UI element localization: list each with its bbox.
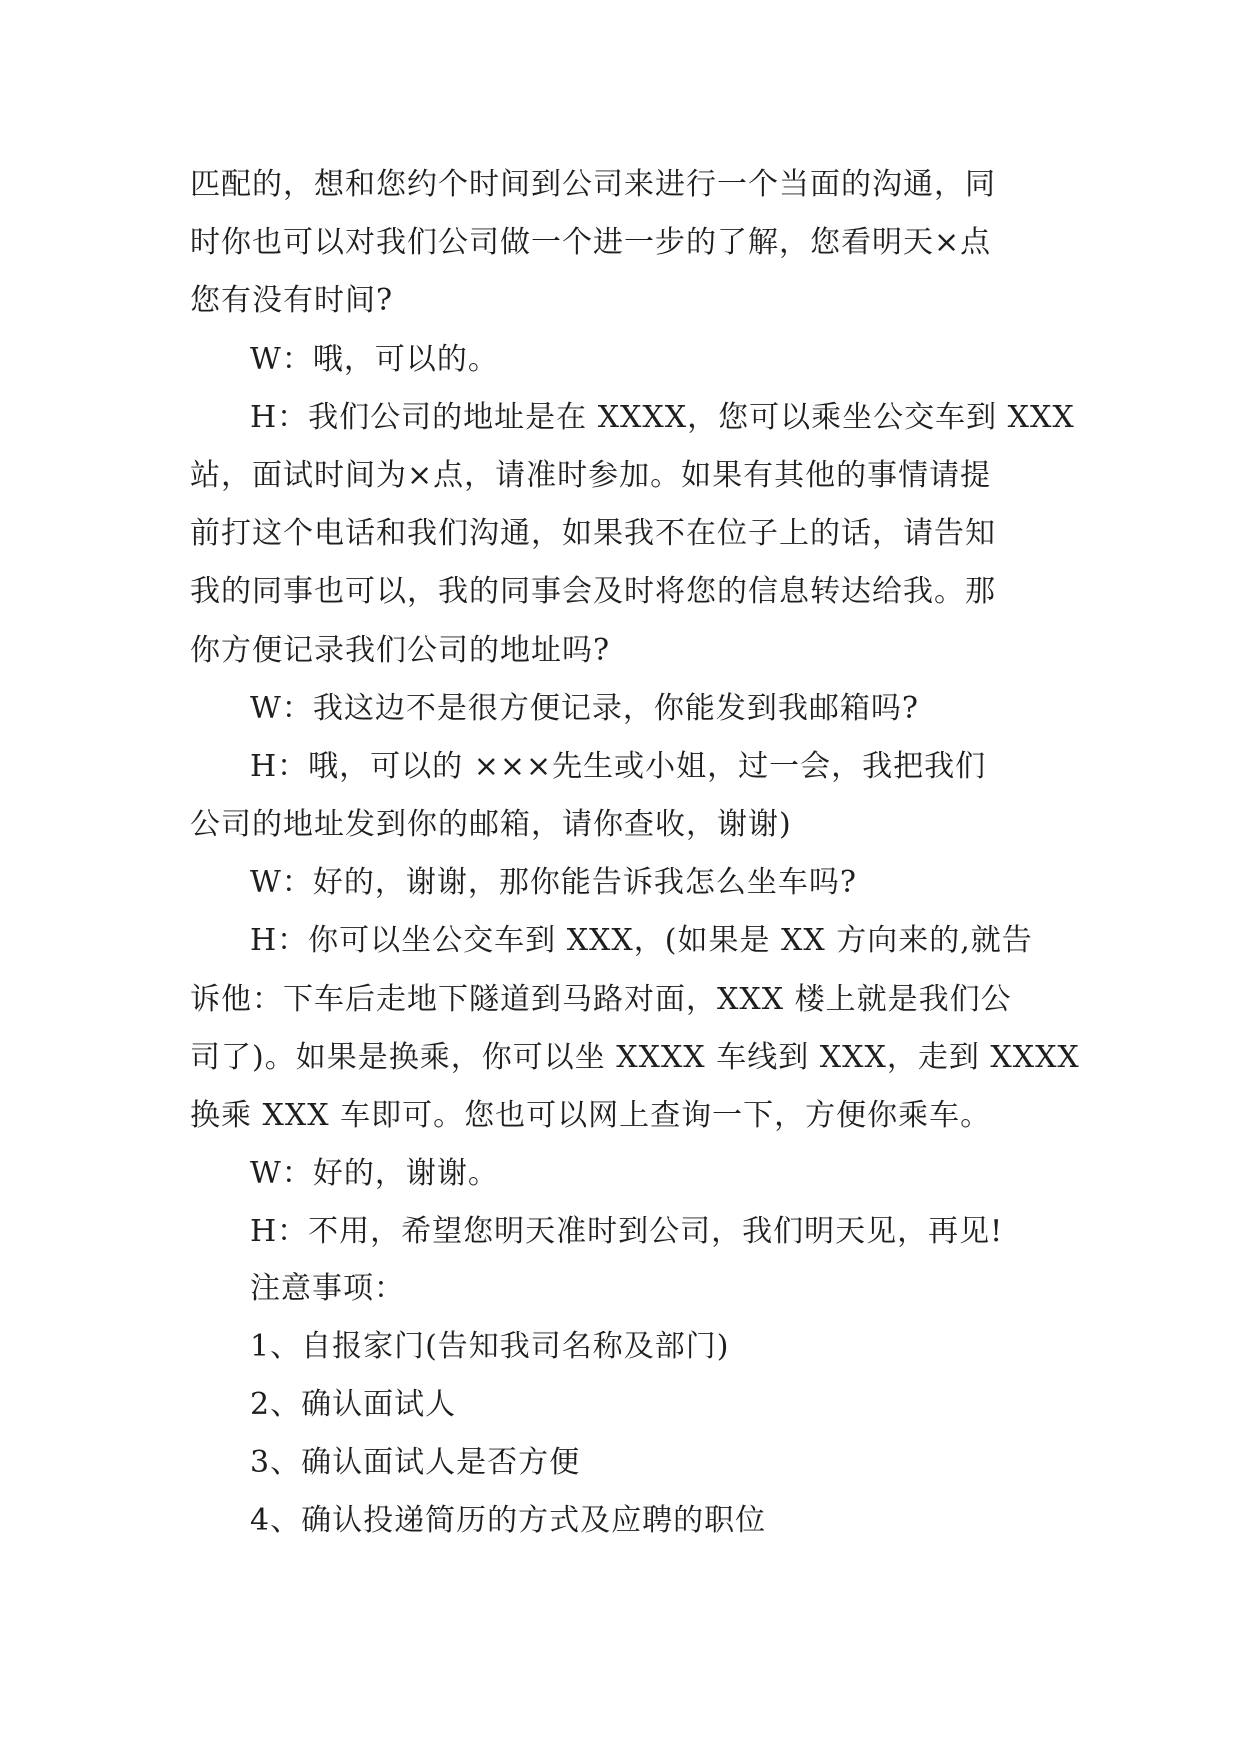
- document-body: [190, 156, 1080, 1551]
- body-line: 前打这个电话和我们沟通，如果我不在位子上的话，请告知: [190, 516, 996, 552]
- body-line: 您有没有时间?: [190, 283, 394, 319]
- notes-item: 4、确认投递简历的方式及应聘的职位: [250, 1503, 767, 1539]
- body-line: 你方便记录我们公司的地址吗?: [190, 632, 611, 668]
- dialogue-line-w: W：我这边不是很方便记录，你能发到我邮箱吗?: [250, 690, 919, 726]
- body-line: 公司的地址发到你的邮箱，请你查收，谢谢): [190, 807, 792, 843]
- dialogue-line-h: H：不用，希望您明天准时到公司，我们明天见，再见!: [250, 1214, 1004, 1250]
- body-line: 站，面试时间为×点，请准时参加。如果有其他的事情请提: [190, 457, 992, 493]
- notes-item: 1、自报家门(告知我司名称及部门): [250, 1328, 730, 1364]
- body-line: 匹配的，想和您约个时间到公司来进行一个当面的沟通，同: [190, 167, 996, 202]
- dialogue-line-h: H：我们公司的地址是在 XXXX，您可以乘坐公交车到 XXX: [250, 399, 1075, 435]
- body-line: 诉他：下车后走地下隧道到马路对面，XXX 楼上就是我们公: [190, 981, 1012, 1017]
- dialogue-line-h: H：哦，可以的 ×××先生或小姐，过一会，我把我们: [250, 748, 987, 784]
- dialogue-line-w: W：好的，谢谢，那你能告诉我怎么坐车吗?: [250, 865, 857, 901]
- dialogue-line-w: W：哦，可以的。: [250, 341, 499, 377]
- dialogue-line-h: H：你可以坐公交车到 XXX，(如果是 XX 方向来的,就告: [250, 923, 1033, 959]
- body-line: 时你也可以对我们公司做一个进一步的了解，您看明天×点: [190, 225, 992, 261]
- body-line: 我的同事也可以，我的同事会及时将您的信息转达给我。那: [190, 574, 996, 610]
- notes-item: 2、确认面试人: [250, 1386, 457, 1422]
- dialogue-line-w: W：好的，谢谢。: [250, 1156, 499, 1192]
- body-line: 换乘 XXX 车即可。您也可以网上查询一下，方便你乘车。: [190, 1098, 992, 1133]
- body-line: 司了)。如果是换乘，你可以坐 XXXX 车线到 XXX，走到 XXXX: [190, 1039, 1080, 1075]
- notes-heading: 注意事项：: [250, 1270, 405, 1306]
- notes-item: 3、确认面试人是否方便: [250, 1445, 581, 1481]
